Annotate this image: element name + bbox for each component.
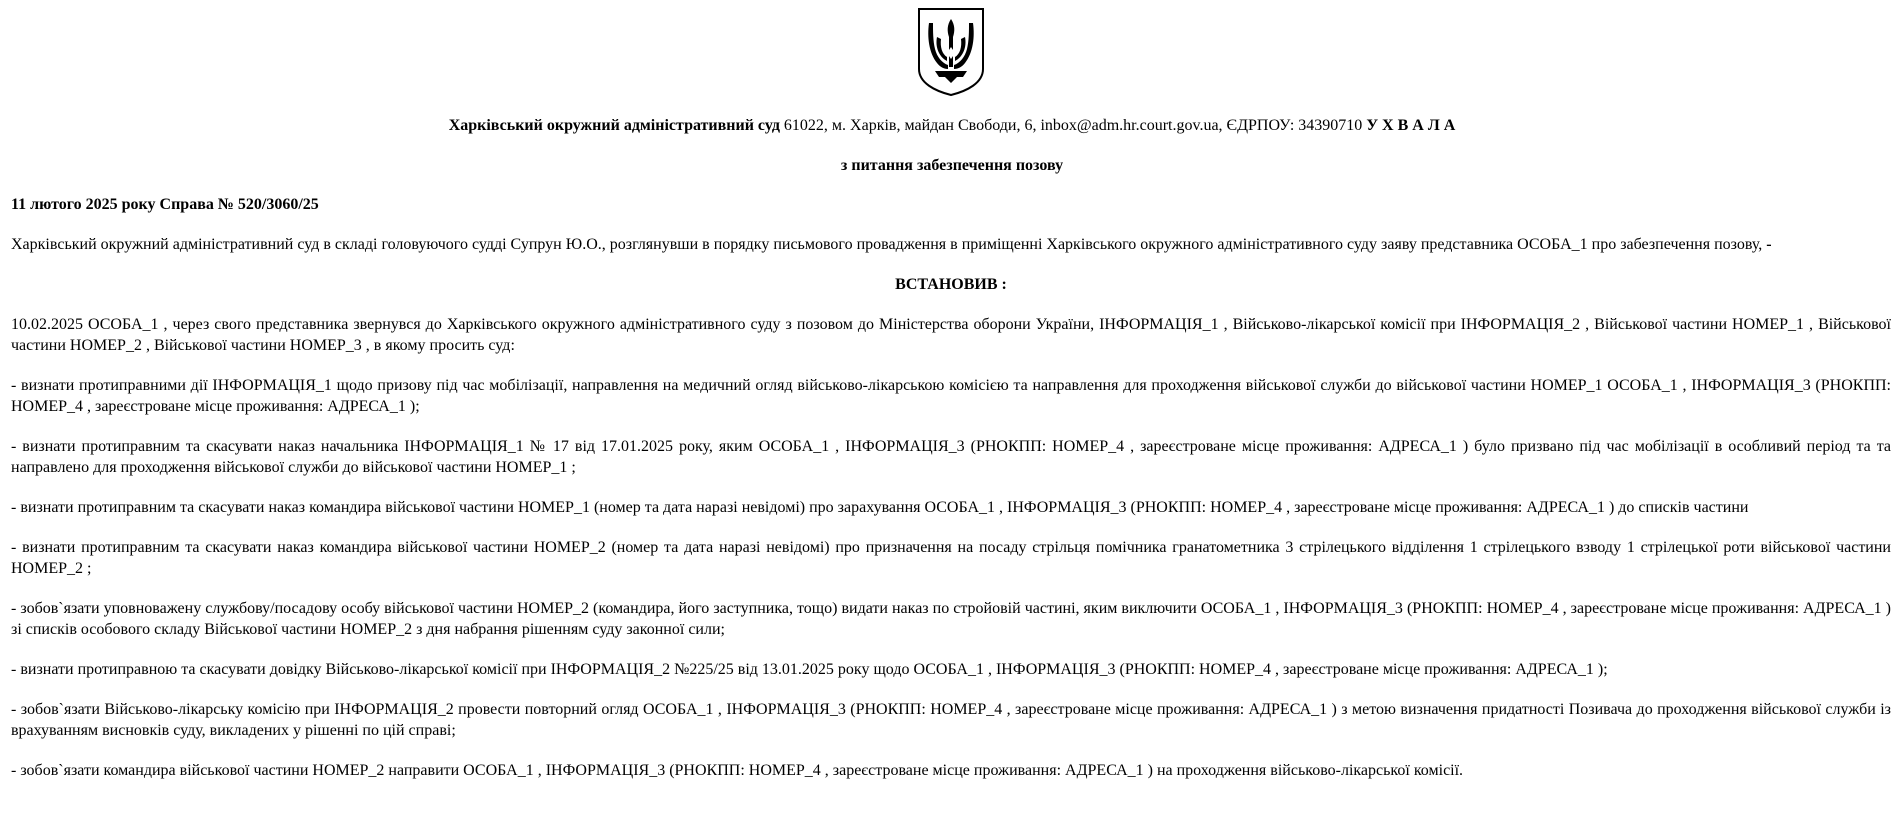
intro-paragraph [11,234,1891,255]
claim-paragraph: - визнати протиправними дії ІНФОРМАЦІЯ_1 щодо призову під час мобілізації, направлення на медичний огляд військово-лікарською комісією та направлення для проходження військової служби до військової частини НОМЕР_1 ОСОБА_1 , ІНФОРМАЦІЯ_3 (РНОКПП: НОМЕР_4 , зареєстроване місце проживання: АДРЕСА_1 ); [11,377,1891,415]
document-subtitle: з питання забезпечення позову [840,157,1064,174]
claim-paragraph: - визнати протиправним та скасувати наказ командира військової частини НОМЕР_2 (номер та дата наразі невідомі) про призначення на посаду стрільця помічника гранатометника 3 стрілецького відділення 1 стрілецького взводу 1 стрілецької роти військової частини НОМЕР_2 ; [11,539,1891,577]
document-type: У Х В А Л А [1366,117,1456,134]
claim-paragraph: - зобов`язати командира військової частини НОМЕР_2 направити ОСОБА_1 , ІНФОРМАЦІЯ_3 (РНОКПП: НОМЕР_4 , зареєстроване місце проживання: АДРЕСА_1 ) на проходження військово-лікарської комісії. [11,762,1464,779]
claim-paragraph: - визнати протиправною та скасувати довідку Військово-лікарської комісії при ІНФОРМАЦІЯ_2 №225/25 від 13.01.2025 року щодо ОСОБА_1 , ІНФОРМАЦІЯ_3 (РНОКПП: НОМЕР_4 , зареєстроване місце проживання: АДРЕСА_1 ); [11,661,1608,678]
court-name: Харківський окружний адміністративний суд [448,117,780,134]
date-and-case-number: 11 лютого 2025 року Справа № 520/3060/25 [11,196,319,213]
trident-coat-of-arms-icon [917,7,985,97]
claim-paragraph: - визнати протиправним та скасувати наказ начальника ІНФОРМАЦІЯ_1 № 17 від 17.01.2025 року, яким ОСОБА_1 , ІНФОРМАЦІЯ_3 (РНОКПП: НОМЕР_4 , зареєстроване місце проживання: АДРЕСА_1 ) було призвано під час мобілізації в особливий період та та направлено для проходження військової служби до військової частини НОМЕР_1 ; [11,438,1891,476]
intro-dash: - [1766,236,1772,253]
claim-paragraph: - визнати протиправним та скасувати наказ командира військової частини НОМЕР_1 (номер та дата наразі невідомі) про зарахування ОСОБА_1 , ІНФОРМАЦІЯ_3 (РНОКПП: НОМЕР_4 , зареєстроване місце проживання: АДРЕСА_1 ) до списків частини [11,499,1749,516]
claim-paragraph: 10.02.2025 ОСОБА_1 , через свого представника звернувся до Харківського окружного адміністративного суду з позовом до Міністерства оборони України, ІНФОРМАЦІЯ_1 , Військово-лікарської комісії при ІНФОРМАЦІЯ_2 , Військової частини НОМЕР_1 , Військової частини НОМЕР_2 , Військової частини НОМЕР_3 , в якому просить суд: [11,316,1891,354]
section-title: ВСТАНОВИВ : [895,276,1007,293]
court-header [0,115,1904,136]
claim-paragraph: - зобов`язати Військово-лікарську комісію при ІНФОРМАЦІЯ_2 провести повторний огляд ОСОБА_1 , ІНФОРМАЦІЯ_3 (РНОКПП: НОМЕР_4 , зареєстроване місце проживання: АДРЕСА_1 ) з метою визначення придатності Позивача до проходження військової служби із врахуванням висновків суду, викладених у рішенні по цій справі; [11,701,1891,739]
claim-paragraph: - зобов`язати уповноважену службову/посадову особу військової частини НОМЕР_2 (командира, його заступника, тощо) видати наказ по стройовій частині, яким виключити ОСОБА_1 , ІНФОРМАЦІЯ_3 (РНОКПП: НОМЕР_4 , зареєстроване місце проживання: АДРЕСА_1 ) зі списків особового складу Військової частини НОМЕР_2 з дня набрання рішенням суду законної сили; [11,600,1891,638]
document-body [11,194,1891,800]
intro-text: Харківський окружний адміністративний суд в складі головуючого судді Супрун Ю.О., розглянувши в порядку письмового провадження в приміщенні Харківського окружного адміністративного суду заяву представника ОСОБА_1 про забезпечення позову, [11,236,1767,253]
court-details: 61022, м. Харків, майдан Свободи, 6, inbox@adm.hr.court.gov.ua, ЄДРПОУ: 34390710 [779,117,1367,134]
